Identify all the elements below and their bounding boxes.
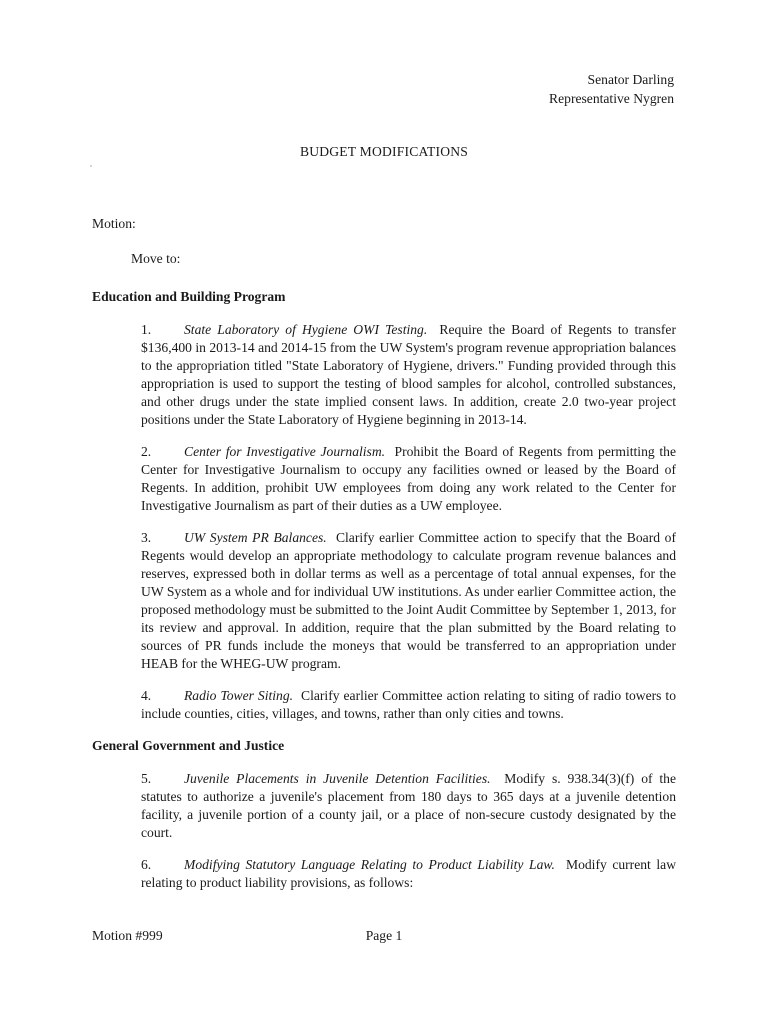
- footer-motion-number: Motion #999: [92, 928, 163, 943]
- motion-item: [92, 529, 676, 673]
- sponsor-senator: Senator Darling: [587, 72, 674, 87]
- motion-label: Motion:: [92, 216, 136, 231]
- item-text: Modify current law relating to product liability provisions, as follows:: [141, 857, 677, 890]
- item-text: Prohibit the Board of Regents from permitting the Center for Investigative Journalism to occupy any facilities owned or leased by the Board of Regents. In addition, prohibit UW employees from doing any work related to the Center for Investigative Journalism as part of their duties as a UW employee.: [141, 444, 677, 513]
- sponsor-representative: Representative Nygren: [549, 91, 674, 106]
- document-title: BUDGET MODIFICATIONS: [299, 144, 468, 159]
- item-number: 5.: [141, 771, 152, 786]
- item-number: 1.: [141, 322, 152, 337]
- motion-item: [92, 770, 676, 842]
- item-text: Modify s. 938.34(3)(f) of the statutes to authorize a juvenile's placement from 180 days to 365 days at a juvenile detention facility, a juvenile portion of a county jail, or a place of non-secure custody designated by the court.: [141, 771, 677, 840]
- item-number: 4.: [141, 688, 152, 703]
- item-number: 6.: [141, 857, 152, 872]
- item-caption: Modifying Statutory Language Relating to Product Liability Law.: [184, 857, 555, 872]
- motion-item: [92, 856, 676, 892]
- footer-page-number: Page 1: [365, 928, 403, 943]
- item-caption: Center for Investigative Journalism.: [184, 444, 386, 459]
- motion-item: [92, 687, 676, 723]
- item-text: Clarify earlier Committee action relating to siting of radio towers to include counties, cities, villages, and towns, rather than only cities and towns.: [141, 688, 677, 721]
- section-heading-general-government: General Government and Justice: [92, 738, 285, 753]
- item-caption: UW System PR Balances.: [184, 530, 327, 545]
- item-text: Require the Board of Regents to transfer $136,400 in 2013-14 and 2014-15 from the UW System's program revenue appropriation balances to the appropriation titled "State Laboratory of Hygiene, drivers." Funding provided through this appropriation is used to support the testing of blood samples for alcohol, controlled substances, and other drugs under the state implied consent laws. In addition, create 2.0 two-year project positions under the State Laboratory of Hygiene beginning in 2013-14.: [141, 322, 676, 427]
- scan-speck: [90, 165, 92, 167]
- motion-item: [92, 321, 676, 429]
- sponsor-block: [549, 70, 674, 108]
- move-to-label: Move to:: [131, 251, 181, 266]
- item-caption: Radio Tower Siting.: [184, 688, 294, 703]
- item-caption: Juvenile Placements in Juvenile Detention Facilities.: [184, 771, 491, 786]
- motion-body: [92, 288, 676, 906]
- motion-item: [92, 443, 676, 515]
- item-caption: State Laboratory of Hygiene OWI Testing.: [184, 322, 428, 337]
- item-number: 3.: [141, 530, 152, 545]
- section-heading-education: Education and Building Program: [92, 289, 286, 304]
- item-text: Clarify earlier Committee action to specify that the Board of Regents would develop an appropriate methodology to calculate program revenue balances and reserves, expressed both in dollar terms as well as a percentage of total annual expenses, for the UW System as a whole and for individual UW institutions. As under earlier Committee action, the proposed methodology must be submitted to the Joint Audit Committee by September 1, 2013, for its review and approval. In addition, require that the plan submitted by the Board relating to sources of PR funds include the moneys that would be transferred to an appropriation under HEAB for the WHEG-UW program.: [141, 530, 676, 671]
- item-number: 2.: [141, 444, 152, 459]
